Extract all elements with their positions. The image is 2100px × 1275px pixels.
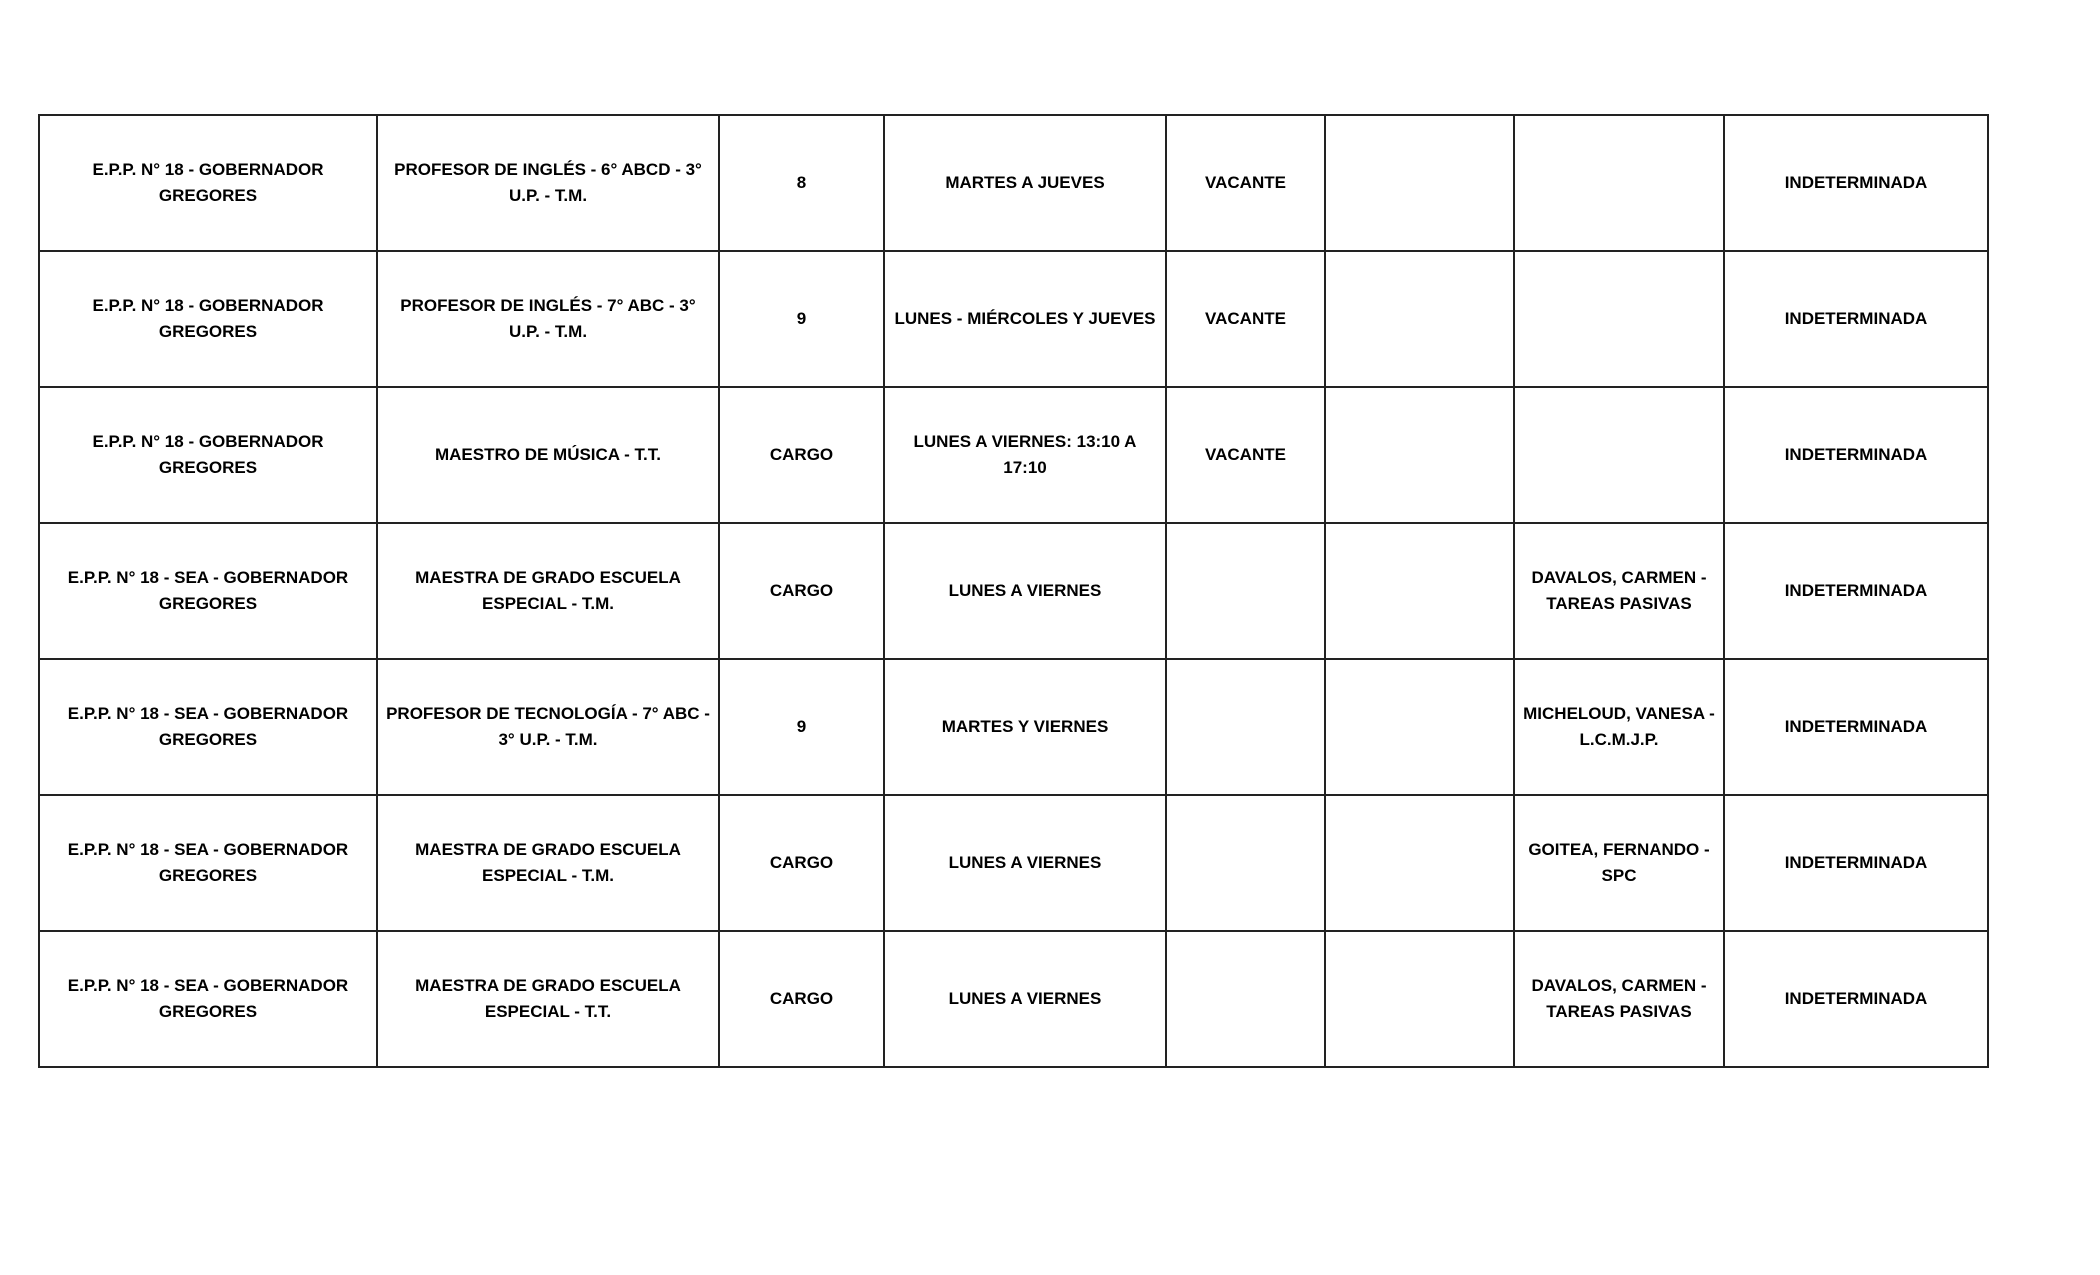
- duration-cell: INDETERMINADA: [1724, 523, 1988, 659]
- empty-cell: [1325, 251, 1514, 387]
- holder-cell: [1514, 115, 1724, 251]
- school-cell: E.P.P. N° 18 - SEA - GOBERNADOR GREGORES: [39, 795, 377, 931]
- empty-cell: [1325, 795, 1514, 931]
- hours-cell: 8: [719, 115, 884, 251]
- schedule-cell: LUNES A VIERNES: [884, 523, 1166, 659]
- schedule-cell: MARTES A JUEVES: [884, 115, 1166, 251]
- duration-cell: INDETERMINADA: [1724, 387, 1988, 523]
- position-cell: MAESTRA DE GRADO ESCUELA ESPECIAL - T.T.: [377, 931, 719, 1067]
- status-cell: VACANTE: [1166, 115, 1325, 251]
- status-cell: [1166, 523, 1325, 659]
- position-cell: MAESTRA DE GRADO ESCUELA ESPECIAL - T.M.: [377, 795, 719, 931]
- hours-cell: CARGO: [719, 523, 884, 659]
- position-cell: PROFESOR DE INGLÉS - 6° ABCD - 3° U.P. - T.M.: [377, 115, 719, 251]
- holder-cell: [1514, 387, 1724, 523]
- duration-cell: INDETERMINADA: [1724, 931, 1988, 1067]
- duration-cell: INDETERMINADA: [1724, 251, 1988, 387]
- hours-cell: CARGO: [719, 931, 884, 1067]
- schedule-cell: MARTES Y VIERNES: [884, 659, 1166, 795]
- empty-cell: [1325, 387, 1514, 523]
- schedule-cell: LUNES - MIÉRCOLES Y JUEVES: [884, 251, 1166, 387]
- school-cell: E.P.P. N° 18 - SEA - GOBERNADOR GREGORES: [39, 523, 377, 659]
- position-cell: PROFESOR DE INGLÉS - 7° ABC - 3° U.P. - T.M.: [377, 251, 719, 387]
- status-cell: [1166, 931, 1325, 1067]
- hours-cell: CARGO: [719, 795, 884, 931]
- status-cell: [1166, 659, 1325, 795]
- schedule-cell: LUNES A VIERNES: [884, 795, 1166, 931]
- holder-cell: [1514, 251, 1724, 387]
- school-cell: E.P.P. N° 18 - GOBERNADOR GREGORES: [39, 251, 377, 387]
- status-cell: VACANTE: [1166, 251, 1325, 387]
- school-cell: E.P.P. N° 18 - SEA - GOBERNADOR GREGORES: [39, 931, 377, 1067]
- hours-cell: 9: [719, 251, 884, 387]
- table-row: [39, 523, 1988, 659]
- position-cell: MAESTRO DE MÚSICA - T.T.: [377, 387, 719, 523]
- status-cell: VACANTE: [1166, 387, 1325, 523]
- vacancies-table: [38, 114, 1989, 1068]
- holder-cell: GOITEA, FERNANDO - SPC: [1514, 795, 1724, 931]
- status-cell: [1166, 795, 1325, 931]
- table-row: [39, 251, 1988, 387]
- holder-cell: DAVALOS, CARMEN - TAREAS PASIVAS: [1514, 931, 1724, 1067]
- school-cell: E.P.P. N° 18 - GOBERNADOR GREGORES: [39, 387, 377, 523]
- duration-cell: INDETERMINADA: [1724, 115, 1988, 251]
- hours-cell: 9: [719, 659, 884, 795]
- table-row: [39, 387, 1988, 523]
- school-cell: E.P.P. N° 18 - SEA - GOBERNADOR GREGORES: [39, 659, 377, 795]
- table-row: [39, 115, 1988, 251]
- hours-cell: CARGO: [719, 387, 884, 523]
- position-cell: PROFESOR DE TECNOLOGÍA - 7° ABC - 3° U.P. - T.M.: [377, 659, 719, 795]
- empty-cell: [1325, 523, 1514, 659]
- table-row: [39, 795, 1988, 931]
- schedule-cell: LUNES A VIERNES: 13:10 A 17:10: [884, 387, 1166, 523]
- empty-cell: [1325, 659, 1514, 795]
- duration-cell: INDETERMINADA: [1724, 795, 1988, 931]
- table-row: [39, 931, 1988, 1067]
- table-row: [39, 659, 1988, 795]
- holder-cell: MICHELOUD, VANESA - L.C.M.J.P.: [1514, 659, 1724, 795]
- school-cell: E.P.P. N° 18 - GOBERNADOR GREGORES: [39, 115, 377, 251]
- schedule-cell: LUNES A VIERNES: [884, 931, 1166, 1067]
- duration-cell: INDETERMINADA: [1724, 659, 1988, 795]
- position-cell: MAESTRA DE GRADO ESCUELA ESPECIAL - T.M.: [377, 523, 719, 659]
- holder-cell: DAVALOS, CARMEN - TAREAS PASIVAS: [1514, 523, 1724, 659]
- empty-cell: [1325, 115, 1514, 251]
- empty-cell: [1325, 931, 1514, 1067]
